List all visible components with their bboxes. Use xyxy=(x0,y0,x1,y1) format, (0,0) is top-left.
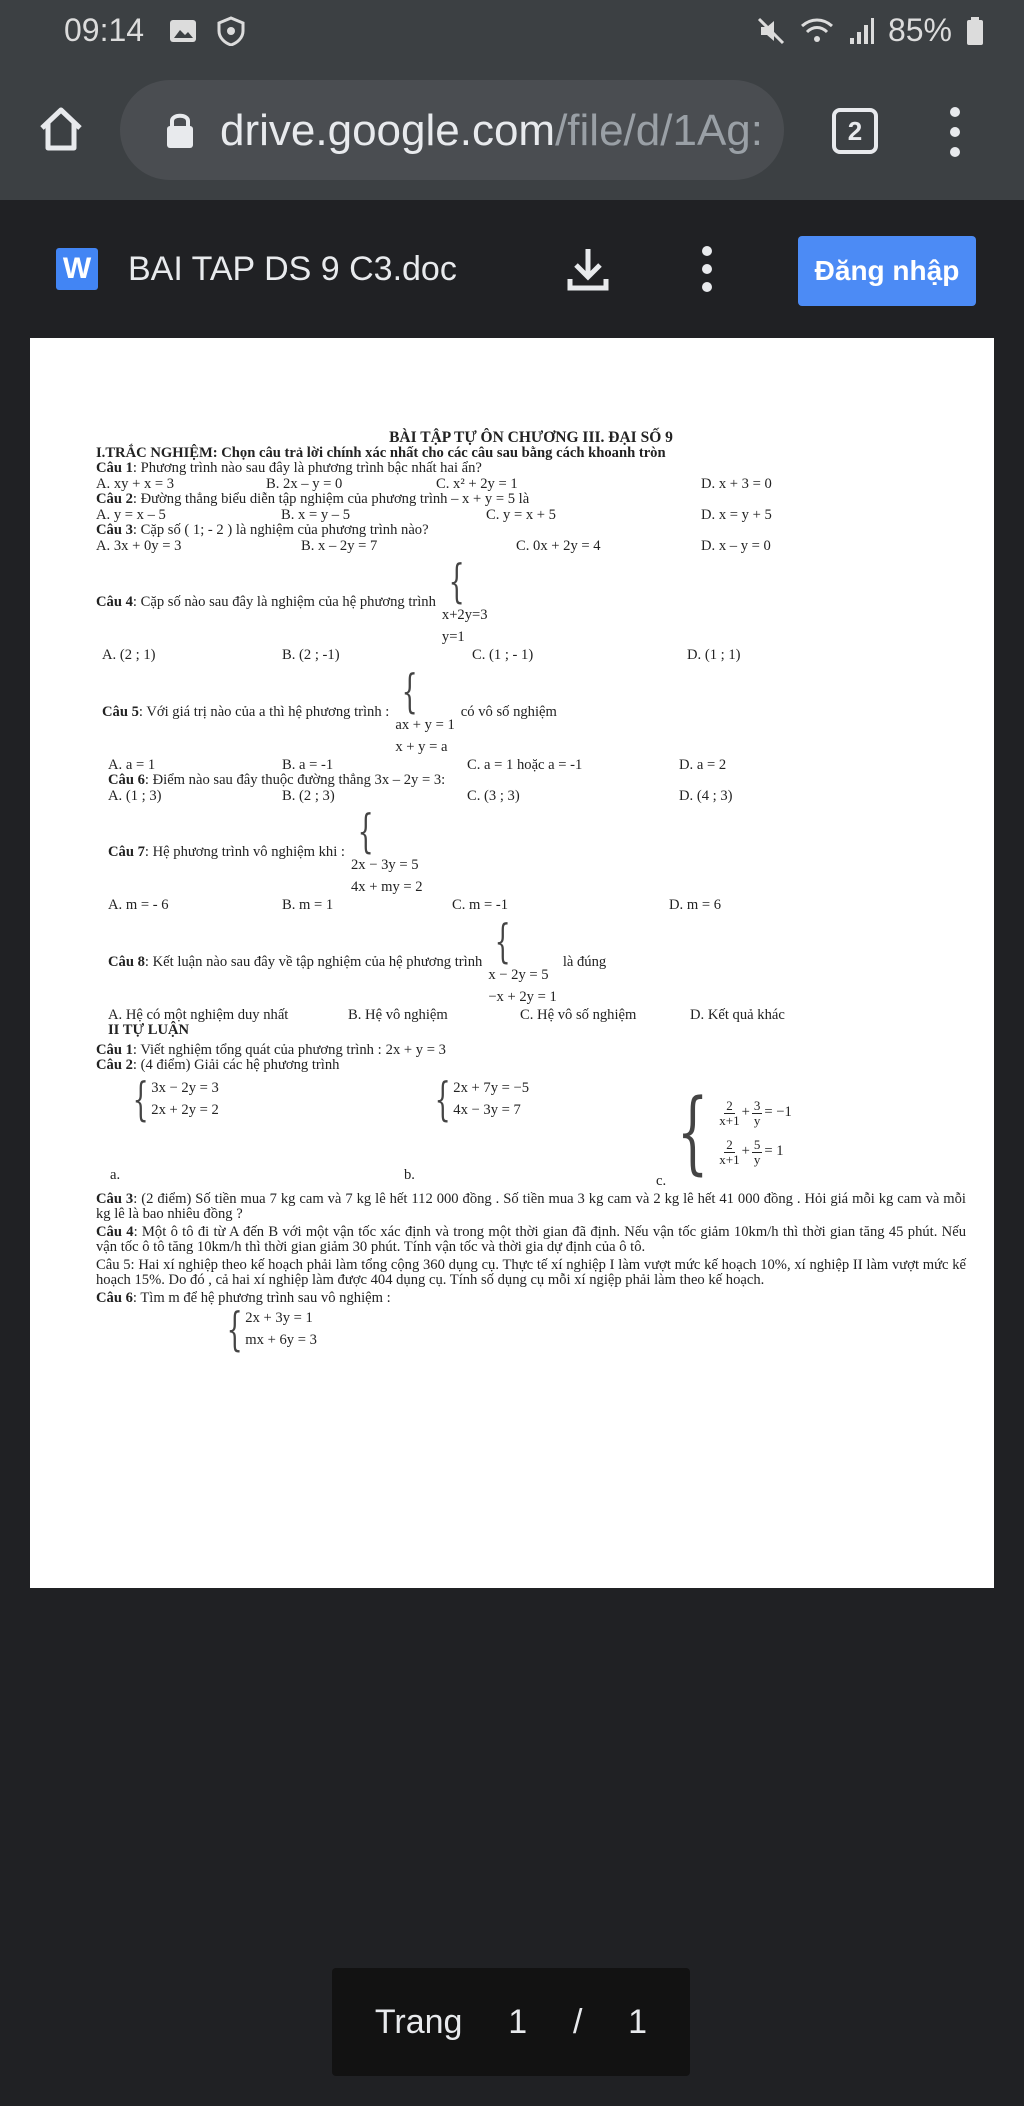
q5-suffix: có vô số nghiệm xyxy=(460,703,557,720)
equation: 2x − 3y = 5 xyxy=(350,857,419,873)
q2-label: Câu 2 xyxy=(96,491,133,507)
q5-text: : Với giá trị nào của a thì hệ phương trình : xyxy=(138,703,390,720)
option: C. Hệ vô số nghiệm xyxy=(520,1006,637,1023)
option: C. a = 1 hoặc a = -1 xyxy=(467,756,583,773)
home-icon[interactable] xyxy=(36,104,86,154)
sign-in-button[interactable]: Đăng nhập xyxy=(798,236,976,306)
e6-system: { 2x + 3y = 1 mx + 6y = 3 xyxy=(226,1302,317,1356)
equation: −x + 2y = 1 xyxy=(488,988,557,1005)
option: C. (3 ; 3) xyxy=(467,787,520,804)
page-label: Trang xyxy=(374,2002,463,2041)
q7-label: Câu 7 xyxy=(108,844,145,861)
option: A. Hệ có một nghiệm duy nhất xyxy=(108,1006,289,1023)
page-indicator xyxy=(332,1968,690,2076)
q4-text: : Cặp số nào sau đây là nghiệm của hệ phương trình xyxy=(132,594,436,611)
e3-paragraph xyxy=(96,1192,966,1223)
option: D. a = 2 xyxy=(679,756,727,773)
option: B. x = y – 5 xyxy=(281,506,351,523)
wifi-icon xyxy=(800,16,834,46)
battery-icon xyxy=(966,16,984,46)
equation: x − 2y = 5 xyxy=(488,966,549,983)
e2-text: : (4 điểm) Giải các hệ phương trình xyxy=(132,1057,340,1073)
e2-label-a: a. xyxy=(110,1166,121,1183)
q6-text: : Điểm nào sau đây thuộc đường thẳng 3x – 2y = 3: xyxy=(144,772,446,788)
equation: 4x − 3y = 7 xyxy=(453,1101,521,1118)
option: C. 0x + 2y = 4 xyxy=(516,537,601,554)
e2-system-c: { $\frac{2}{x+1}$ + $\frac{3}{y}$ = −1 $\frac{2}{x+1}$ + $\frac{5}{y}$ = 1 xyxy=(676,1079,792,1185)
doc-title: BÀI TẬP TỰ ÔN CHƯƠNG III. ĐẠI SỐ 9 xyxy=(389,429,673,446)
more-vert-icon[interactable] xyxy=(940,104,970,160)
option: A. y = x – 5 xyxy=(96,506,166,523)
e6-text: : Tìm m để hệ phương trình sau vô nghiệm : xyxy=(132,1289,391,1306)
page-total: 1 xyxy=(628,2002,648,2041)
more-options-icon[interactable] xyxy=(694,244,720,294)
mute-icon xyxy=(756,16,786,46)
fraction: $\frac{2}{x+1}$ xyxy=(719,1097,740,1128)
e4-text: : Một ô tô đi từ A đến B với một vận tốc xác định và trong một thời gian đã định. Nếu vận tốc giảm 10km/h thì thời gian tăng 45 phút. Nếu vận tốc ô tô tăng 10km/h thì thời gian giảm 30 phút. Tính vận tốc và thời gia dự định của ô tô. xyxy=(96,1223,966,1255)
e1-label: Câu 1 xyxy=(96,1041,133,1058)
rhs: = −1 xyxy=(764,1104,792,1121)
e4-paragraph xyxy=(96,1225,966,1256)
equation: y=1 xyxy=(441,629,465,645)
option: B. Hệ vô nghiệm xyxy=(348,1006,448,1023)
e3-text: : (2 điểm) Số tiền mua 7 kg cam và 7 kg lê hết 112 000 đồng . Số tiền mua 3 kg cam và 2 kg lê hết 41 000 đồng . Hỏi giá mỗi kg cam và mỗi kg lê là bao nhiêu đồng ? xyxy=(96,1190,966,1222)
section-1-heading: I.TRẮC NGHIỆM: Chọn câu trả lời chính xác nhất cho các câu sau bằng cách khoanh tròn xyxy=(96,444,666,461)
battery-percent: 85% xyxy=(887,12,952,48)
e2-systems xyxy=(96,1071,966,1189)
option: A. m = - 6 xyxy=(108,897,169,913)
q5-label: Câu 5 xyxy=(102,703,139,720)
q3-options xyxy=(96,539,966,555)
e2-label: Câu 2 xyxy=(96,1057,133,1073)
equation: 2x + 2y = 2 xyxy=(151,1101,219,1118)
e1-text: : Viết nghiệm tổng quát của phương trình : xyxy=(132,1041,382,1058)
q1-options xyxy=(96,477,966,493)
e6-system-wrap xyxy=(96,1302,966,1356)
option: B. x – 2y = 7 xyxy=(301,537,378,554)
q4-options xyxy=(96,648,966,664)
e5-paragraph: Câu 5: Hai xí nghiệp theo kế hoạch phải làm tổng cộng 360 dụng cụ. Thực tế xí nghiệp I làm vượt mức kế hoạch 10%, xí nghiệp II làm vượt mức kế hoạch 15%. Do đó , cả hai xí nghiệp làm được 404 dụng cụ. Tính số dụng cụ mỗi xí ngiệp phải làm theo kế hoạch. xyxy=(96,1256,966,1288)
option: C. y = x + 5 xyxy=(486,506,556,523)
option: B. m = 1 xyxy=(282,897,334,913)
q6-label: Câu 6 xyxy=(108,772,145,788)
option: C. x² + 2y = 1 xyxy=(436,475,518,492)
q8-label: Câu 8 xyxy=(108,953,145,970)
document-page xyxy=(30,338,994,1588)
option: D. x + 3 = 0 xyxy=(701,475,772,492)
equation: 3x − 2y = 3 xyxy=(151,1079,219,1096)
signal-icon xyxy=(848,16,874,46)
q5-options xyxy=(96,758,966,774)
fraction: $\frac{5}{y}$ xyxy=(753,1136,761,1167)
status-time: 09:14 xyxy=(64,12,145,48)
plus-sign: + xyxy=(741,1143,750,1160)
document-content xyxy=(96,429,966,1356)
fraction: $\frac{3}{y}$ xyxy=(753,1097,761,1128)
option: B. (2 ; 3) xyxy=(282,787,335,804)
option: B. 2x – y = 0 xyxy=(266,475,343,492)
option: D. (4 ; 3) xyxy=(679,787,733,804)
plus-sign: + xyxy=(741,1104,750,1121)
tab-switcher-button[interactable]: 2 xyxy=(832,108,878,154)
q6-options xyxy=(96,789,966,805)
e2-system-b: { 2x + 7y = −5 4x − 3y = 7 xyxy=(434,1071,530,1126)
q8-system: { x − 2y = 5 −x + 2y = 1 xyxy=(488,918,556,1008)
e2-label-c: c. xyxy=(656,1172,667,1189)
e4-label: Câu 4 xyxy=(96,1223,134,1240)
option: C. (1 ; - 1) xyxy=(472,647,534,663)
equation: 4x + my = 2 xyxy=(350,879,423,895)
status-bar xyxy=(0,0,1024,64)
equation: mx + 6y = 3 xyxy=(245,1332,317,1348)
e2-system-a: { 3x − 2y = 3 2x + 2y = 2 xyxy=(132,1071,219,1126)
shield-icon xyxy=(216,16,246,46)
option: A. xy + x = 3 xyxy=(96,475,175,492)
option: D. x = y + 5 xyxy=(701,506,772,523)
option: A. (1 ; 3) xyxy=(108,787,162,804)
e1-equation: 2x + y = 3 xyxy=(385,1041,446,1058)
fraction: $\frac{2}{x+1}$ xyxy=(719,1136,740,1167)
equation: 2x + 7y = −5 xyxy=(453,1079,530,1096)
e3-label: Câu 3 xyxy=(96,1190,134,1207)
page-current: 1 xyxy=(508,2002,528,2041)
url-bar[interactable] xyxy=(120,80,784,180)
q8-text: : Kết luận nào sau đây về tập nghiệm của hệ phương trình xyxy=(144,953,483,970)
e2-label-b: b. xyxy=(404,1166,415,1183)
drive-header xyxy=(0,200,1024,340)
option: D. Kết quả khác xyxy=(690,1006,785,1023)
rhs: = 1 xyxy=(764,1143,784,1160)
equation: x+2y=3 xyxy=(441,607,488,623)
option: A. (2 ; 1) xyxy=(102,647,156,663)
lock-icon[interactable] xyxy=(164,110,196,150)
q3-label: Câu 3 xyxy=(96,522,133,538)
equation: ax + y = 1 xyxy=(395,716,455,733)
q1-text: : Phương trình nào sau đây là phương trình bậc nhất hai ẩn? xyxy=(132,460,482,476)
section-2-heading: II TỰ LUẬN xyxy=(108,1022,190,1038)
q7-system: { 2x − 3y = 5 4x + my = 2 xyxy=(351,808,423,898)
file-name: BAI TAP DS 9 C3.doc xyxy=(128,250,457,288)
option: B. (2 ; -1) xyxy=(282,647,340,663)
equation: x + y = a xyxy=(395,738,448,755)
q3-text: : Cặp số ( 1; - 2 ) là nghiệm của phương trình nào? xyxy=(132,522,429,538)
q4-label: Câu 4 xyxy=(96,594,133,611)
gallery-icon xyxy=(168,16,198,46)
q7-options xyxy=(96,898,966,914)
option: C. m = -1 xyxy=(452,897,509,913)
option: D. (1 ; 1) xyxy=(687,647,741,663)
option: D. m = 6 xyxy=(669,897,722,913)
q8-options xyxy=(96,1008,966,1024)
q8-suffix: là đúng xyxy=(562,953,607,970)
q5-system: { ax + y = 1 x + y = a xyxy=(395,668,454,758)
option: A. a = 1 xyxy=(108,756,156,773)
option: B. a = -1 xyxy=(282,756,334,773)
e6-label: Câu 6 xyxy=(96,1289,133,1306)
option: D. x – y = 0 xyxy=(701,537,771,554)
url-domain: drive.google.com xyxy=(220,106,556,155)
download-icon[interactable] xyxy=(566,246,610,292)
q7-text: : Hệ phương trình vô nghiệm khi : xyxy=(144,844,345,861)
page-separator: / xyxy=(572,2002,583,2041)
url-path: /file/d/1Ag: xyxy=(555,106,763,155)
browser-toolbar xyxy=(0,64,1024,200)
word-file-icon: W xyxy=(56,248,98,290)
option: A. 3x + 0y = 3 xyxy=(96,537,182,554)
q1-label: Câu 1 xyxy=(96,460,133,476)
q2-options xyxy=(96,508,966,524)
q2-text: : Đường thẳng biểu diễn tập nghiệm của phương trình – x + y = 5 là xyxy=(132,491,530,507)
equation: 2x + 3y = 1 xyxy=(245,1310,313,1326)
q4-system: { x+2y=3 y=1 xyxy=(442,558,488,648)
